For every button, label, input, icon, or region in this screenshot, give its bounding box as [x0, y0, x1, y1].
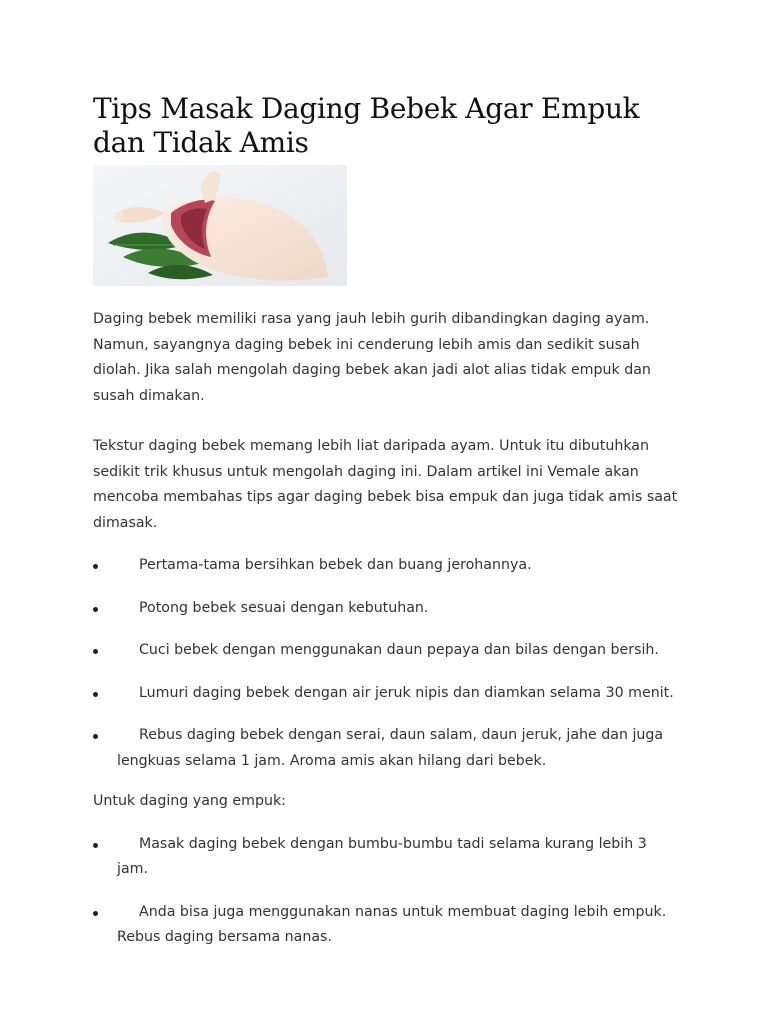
tender-subheading: Untuk daging yang empuk: — [93, 793, 286, 809]
article-title: Tips Masak Daging Bebek Agar Empuk dan Tidak Amis — [93, 92, 640, 159]
bullet-icon — [93, 649, 98, 654]
list-item: Lumuri daging bebek dengan air jeruk nipis dan diamkan selama 30 menit. — [93, 681, 678, 707]
cleaning-tips-list — [93, 553, 678, 774]
list-item: Masak daging bebek dengan bumbu-bumbu tadi selama kurang lebih 3 jam. — [93, 832, 678, 883]
list-item: Anda bisa juga menggunakan nanas untuk membuat daging lebih empuk. Rebus daging bersama nanas. — [93, 900, 678, 951]
bullet-icon — [93, 607, 98, 612]
intro-paragraph: Daging bebek memiliki rasa yang jauh lebih gurih dibandingkan daging ayam. Namun, sayangnya daging bebek ini cenderung lebih amis dan sedikit susah diolah. Jika salah mengolah daging bebek akan jadi alot alias tidak empuk dan susah dimakan. — [93, 311, 651, 404]
bullet-icon — [93, 843, 98, 848]
bullet-icon — [93, 734, 98, 739]
bullet-icon — [93, 911, 98, 916]
article-body — [93, 307, 678, 951]
bullet-icon — [93, 692, 98, 697]
tender-tips-list — [93, 832, 678, 951]
list-item: Rebus daging bebek dengan serai, daun salam, daun jeruk, jahe dan juga lengkuas selama 1 jam. Aroma amis akan hilang dari bebek. — [93, 723, 678, 774]
bullet-icon — [93, 564, 98, 569]
list-item: Pertama-tama bersihkan bebek dan buang jerohannya. — [93, 553, 678, 579]
texture-paragraph: Tekstur daging bebek memang lebih liat daripada ayam. Untuk itu dibutuhkan sedikit trik khusus untuk mengolah daging ini. Dalam artikel ini Vemale akan mencoba membahas tips agar daging bebek bisa empuk dan juga tidak amis saat dimasak. — [93, 438, 678, 531]
list-item: Potong bebek sesuai dengan kebutuhan. — [93, 596, 678, 622]
list-item: Cuci bebek dengan menggunakan daun pepaya dan bilas dengan bersih. — [93, 638, 678, 664]
duck-meat-photo — [93, 165, 347, 286]
